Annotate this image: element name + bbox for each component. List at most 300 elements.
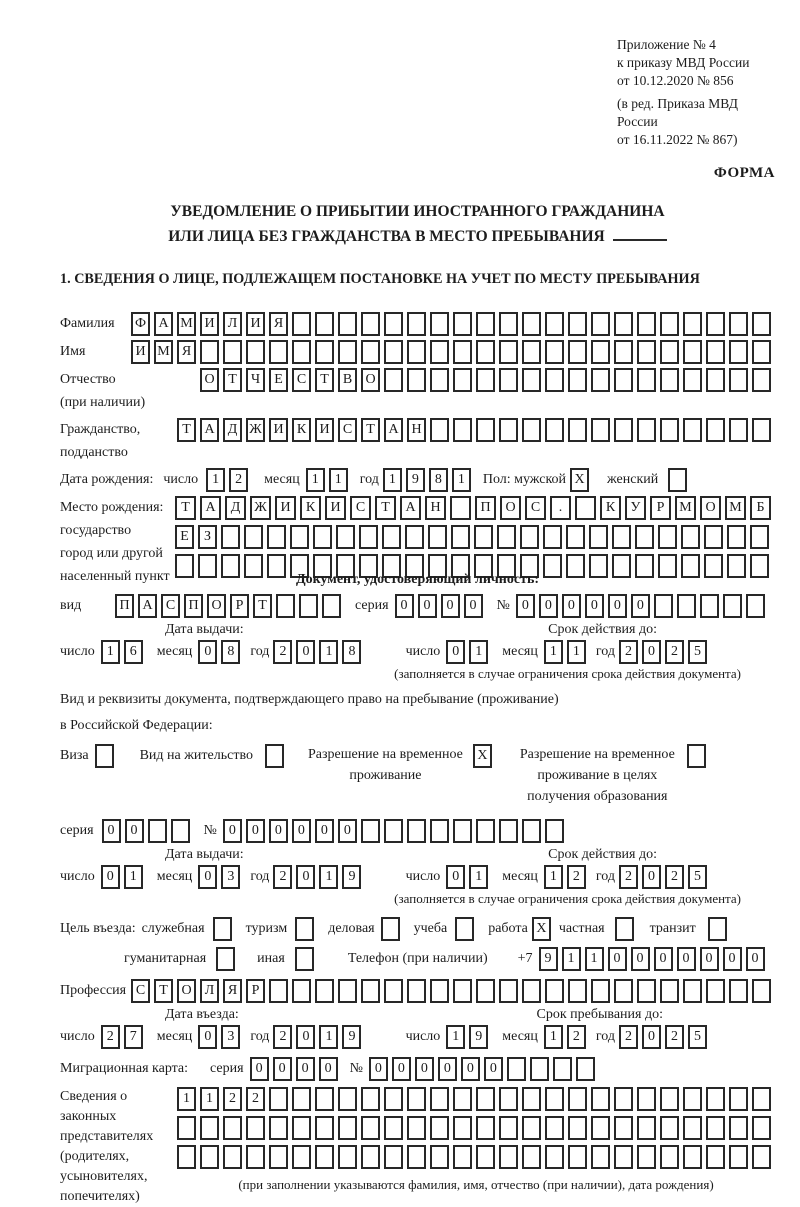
char-cell[interactable]: 1 bbox=[544, 1025, 563, 1049]
char-cell[interactable] bbox=[568, 979, 587, 1003]
char-cell[interactable] bbox=[499, 1116, 518, 1140]
char-cell[interactable] bbox=[453, 1145, 472, 1169]
char-cell[interactable] bbox=[361, 1087, 380, 1111]
char-cell[interactable]: 0 bbox=[198, 1025, 217, 1049]
char-cell[interactable] bbox=[177, 1145, 196, 1169]
char-cell[interactable] bbox=[568, 1145, 587, 1169]
char-cell[interactable]: С bbox=[338, 418, 357, 442]
char-cell[interactable] bbox=[727, 525, 746, 549]
char-cell[interactable] bbox=[499, 418, 518, 442]
char-cell[interactable]: 0 bbox=[369, 1057, 388, 1081]
char-cell[interactable]: X bbox=[570, 468, 589, 492]
char-cell[interactable]: 0 bbox=[539, 594, 558, 618]
char-cell[interactable]: С bbox=[131, 979, 150, 1003]
char-cell[interactable] bbox=[660, 979, 679, 1003]
char-cell[interactable]: А bbox=[384, 418, 403, 442]
char-cell[interactable] bbox=[299, 594, 318, 618]
char-cell[interactable] bbox=[497, 525, 516, 549]
char-cell[interactable] bbox=[430, 979, 449, 1003]
char-cell[interactable] bbox=[591, 418, 610, 442]
char-cell[interactable] bbox=[313, 525, 332, 549]
char-cell[interactable] bbox=[522, 418, 541, 442]
char-cell[interactable] bbox=[430, 418, 449, 442]
char-cell[interactable]: 0 bbox=[418, 594, 437, 618]
char-cell[interactable] bbox=[589, 525, 608, 549]
char-cell[interactable]: 0 bbox=[438, 1057, 457, 1081]
char-cell[interactable] bbox=[637, 1087, 656, 1111]
char-cell[interactable]: 2 bbox=[273, 1025, 292, 1049]
char-cell[interactable] bbox=[668, 468, 687, 492]
char-cell[interactable] bbox=[450, 496, 471, 520]
char-cell[interactable]: Ф bbox=[131, 312, 150, 336]
char-cell[interactable] bbox=[246, 340, 265, 364]
char-cell[interactable] bbox=[338, 340, 357, 364]
char-cell[interactable] bbox=[612, 525, 631, 549]
char-cell[interactable]: 0 bbox=[273, 1057, 292, 1081]
char-cell[interactable] bbox=[499, 1087, 518, 1111]
char-cell[interactable]: П bbox=[115, 594, 134, 618]
char-cell[interactable] bbox=[384, 368, 403, 392]
char-cell[interactable] bbox=[246, 1145, 265, 1169]
char-cell[interactable] bbox=[706, 1116, 725, 1140]
char-cell[interactable] bbox=[522, 1087, 541, 1111]
char-cell[interactable] bbox=[474, 525, 493, 549]
char-cell[interactable] bbox=[683, 312, 702, 336]
char-cell[interactable] bbox=[407, 1116, 426, 1140]
char-cell[interactable]: 0 bbox=[446, 640, 465, 664]
char-cell[interactable] bbox=[476, 312, 495, 336]
char-cell[interactable] bbox=[361, 1116, 380, 1140]
char-cell[interactable] bbox=[568, 1087, 587, 1111]
char-cell[interactable] bbox=[683, 1145, 702, 1169]
char-cell[interactable]: 2 bbox=[665, 1025, 684, 1049]
char-cell[interactable]: 1 bbox=[124, 865, 143, 889]
char-cell[interactable] bbox=[322, 594, 341, 618]
char-cell[interactable] bbox=[430, 819, 449, 843]
char-cell[interactable] bbox=[615, 917, 634, 941]
char-cell[interactable]: 0 bbox=[415, 1057, 434, 1081]
char-cell[interactable] bbox=[706, 1087, 725, 1111]
char-cell[interactable] bbox=[455, 917, 474, 941]
char-cell[interactable]: М bbox=[177, 312, 196, 336]
char-cell[interactable] bbox=[660, 368, 679, 392]
char-cell[interactable] bbox=[476, 819, 495, 843]
char-cell[interactable] bbox=[752, 1116, 771, 1140]
char-cell[interactable]: 2 bbox=[619, 865, 638, 889]
char-cell[interactable] bbox=[543, 554, 562, 578]
char-cell[interactable]: 2 bbox=[273, 865, 292, 889]
char-cell[interactable] bbox=[216, 947, 235, 971]
char-cell[interactable] bbox=[591, 312, 610, 336]
char-cell[interactable] bbox=[545, 979, 564, 1003]
char-cell[interactable]: Т bbox=[154, 979, 173, 1003]
char-cell[interactable] bbox=[267, 525, 286, 549]
char-cell[interactable] bbox=[246, 1116, 265, 1140]
char-cell[interactable]: О bbox=[500, 496, 521, 520]
char-cell[interactable]: 0 bbox=[296, 865, 315, 889]
char-cell[interactable] bbox=[453, 979, 472, 1003]
char-cell[interactable] bbox=[148, 819, 167, 843]
char-cell[interactable]: 1 bbox=[567, 640, 586, 664]
char-cell[interactable]: 1 bbox=[177, 1087, 196, 1111]
char-cell[interactable] bbox=[453, 819, 472, 843]
char-cell[interactable]: К bbox=[600, 496, 621, 520]
char-cell[interactable] bbox=[407, 340, 426, 364]
char-cell[interactable] bbox=[568, 340, 587, 364]
char-cell[interactable] bbox=[476, 1116, 495, 1140]
char-cell[interactable] bbox=[407, 368, 426, 392]
char-cell[interactable]: 1 bbox=[206, 468, 225, 492]
char-cell[interactable] bbox=[729, 368, 748, 392]
char-cell[interactable] bbox=[591, 1116, 610, 1140]
char-cell[interactable] bbox=[752, 1145, 771, 1169]
char-cell[interactable] bbox=[430, 312, 449, 336]
char-cell[interactable] bbox=[637, 979, 656, 1003]
char-cell[interactable] bbox=[545, 312, 564, 336]
char-cell[interactable]: М bbox=[675, 496, 696, 520]
char-cell[interactable] bbox=[752, 979, 771, 1003]
char-cell[interactable] bbox=[382, 525, 401, 549]
char-cell[interactable] bbox=[407, 979, 426, 1003]
char-cell[interactable] bbox=[729, 1087, 748, 1111]
char-cell[interactable] bbox=[568, 418, 587, 442]
char-cell[interactable]: А bbox=[154, 312, 173, 336]
char-cell[interactable]: 0 bbox=[125, 819, 144, 843]
char-cell[interactable]: Т bbox=[253, 594, 272, 618]
char-cell[interactable] bbox=[706, 340, 725, 364]
char-cell[interactable] bbox=[269, 979, 288, 1003]
char-cell[interactable] bbox=[499, 340, 518, 364]
char-cell[interactable] bbox=[522, 819, 541, 843]
char-cell[interactable]: 0 bbox=[654, 947, 673, 971]
char-cell[interactable] bbox=[729, 312, 748, 336]
char-cell[interactable] bbox=[637, 1145, 656, 1169]
char-cell[interactable]: А bbox=[138, 594, 157, 618]
char-cell[interactable]: И bbox=[131, 340, 150, 364]
char-cell[interactable] bbox=[591, 340, 610, 364]
char-cell[interactable] bbox=[683, 340, 702, 364]
char-cell[interactable] bbox=[543, 525, 562, 549]
char-cell[interactable]: Т bbox=[375, 496, 396, 520]
char-cell[interactable]: Р bbox=[650, 496, 671, 520]
char-cell[interactable] bbox=[660, 1087, 679, 1111]
char-cell[interactable]: 8 bbox=[429, 468, 448, 492]
char-cell[interactable] bbox=[750, 554, 769, 578]
char-cell[interactable]: 0 bbox=[198, 640, 217, 664]
char-cell[interactable]: 2 bbox=[223, 1087, 242, 1111]
char-cell[interactable] bbox=[660, 418, 679, 442]
char-cell[interactable] bbox=[683, 979, 702, 1003]
char-cell[interactable] bbox=[499, 979, 518, 1003]
char-cell[interactable] bbox=[407, 312, 426, 336]
char-cell[interactable]: 0 bbox=[102, 819, 121, 843]
char-cell[interactable] bbox=[267, 554, 286, 578]
char-cell[interactable] bbox=[637, 312, 656, 336]
char-cell[interactable] bbox=[428, 525, 447, 549]
char-cell[interactable] bbox=[637, 418, 656, 442]
char-cell[interactable]: 0 bbox=[642, 640, 661, 664]
char-cell[interactable]: Л bbox=[223, 312, 242, 336]
char-cell[interactable] bbox=[614, 312, 633, 336]
char-cell[interactable]: 2 bbox=[101, 1025, 120, 1049]
char-cell[interactable] bbox=[522, 368, 541, 392]
char-cell[interactable]: 1 bbox=[469, 865, 488, 889]
char-cell[interactable]: 0 bbox=[250, 1057, 269, 1081]
char-cell[interactable] bbox=[177, 1116, 196, 1140]
char-cell[interactable] bbox=[338, 979, 357, 1003]
char-cell[interactable] bbox=[637, 368, 656, 392]
char-cell[interactable] bbox=[384, 1116, 403, 1140]
char-cell[interactable]: 1 bbox=[329, 468, 348, 492]
char-cell[interactable]: С bbox=[350, 496, 371, 520]
char-cell[interactable] bbox=[269, 1145, 288, 1169]
char-cell[interactable]: И bbox=[325, 496, 346, 520]
char-cell[interactable] bbox=[545, 340, 564, 364]
char-cell[interactable]: 0 bbox=[677, 947, 696, 971]
char-cell[interactable]: 0 bbox=[484, 1057, 503, 1081]
char-cell[interactable] bbox=[476, 1145, 495, 1169]
char-cell[interactable] bbox=[612, 554, 631, 578]
char-cell[interactable]: 0 bbox=[446, 865, 465, 889]
char-cell[interactable] bbox=[729, 340, 748, 364]
char-cell[interactable]: 1 bbox=[306, 468, 325, 492]
char-cell[interactable]: 2 bbox=[665, 640, 684, 664]
char-cell[interactable]: 2 bbox=[567, 865, 586, 889]
char-cell[interactable] bbox=[575, 496, 596, 520]
char-cell[interactable]: 0 bbox=[246, 819, 265, 843]
char-cell[interactable] bbox=[430, 1087, 449, 1111]
char-cell[interactable] bbox=[407, 1087, 426, 1111]
char-cell[interactable] bbox=[269, 1087, 288, 1111]
char-cell[interactable] bbox=[244, 525, 263, 549]
char-cell[interactable] bbox=[576, 1057, 595, 1081]
char-cell[interactable] bbox=[338, 1087, 357, 1111]
char-cell[interactable] bbox=[295, 947, 314, 971]
char-cell[interactable] bbox=[213, 917, 232, 941]
char-cell[interactable]: 0 bbox=[223, 819, 242, 843]
char-cell[interactable]: 9 bbox=[469, 1025, 488, 1049]
char-cell[interactable] bbox=[338, 312, 357, 336]
char-cell[interactable] bbox=[729, 1145, 748, 1169]
char-cell[interactable] bbox=[269, 340, 288, 364]
char-cell[interactable]: Д bbox=[225, 496, 246, 520]
char-cell[interactable]: 0 bbox=[101, 865, 120, 889]
char-cell[interactable] bbox=[566, 525, 585, 549]
char-cell[interactable]: Е bbox=[175, 525, 194, 549]
char-cell[interactable] bbox=[706, 1145, 725, 1169]
char-cell[interactable]: 0 bbox=[319, 1057, 338, 1081]
char-cell[interactable]: В bbox=[338, 368, 357, 392]
char-cell[interactable]: Е bbox=[269, 368, 288, 392]
char-cell[interactable] bbox=[545, 819, 564, 843]
char-cell[interactable]: С bbox=[161, 594, 180, 618]
char-cell[interactable] bbox=[315, 312, 334, 336]
char-cell[interactable] bbox=[384, 1145, 403, 1169]
char-cell[interactable]: Т bbox=[223, 368, 242, 392]
char-cell[interactable]: К bbox=[292, 418, 311, 442]
char-cell[interactable]: Я bbox=[269, 312, 288, 336]
char-cell[interactable] bbox=[729, 418, 748, 442]
char-cell[interactable] bbox=[507, 1057, 526, 1081]
char-cell[interactable] bbox=[476, 979, 495, 1003]
char-cell[interactable] bbox=[244, 554, 263, 578]
char-cell[interactable]: 1 bbox=[585, 947, 604, 971]
char-cell[interactable]: 8 bbox=[342, 640, 361, 664]
char-cell[interactable] bbox=[545, 1116, 564, 1140]
char-cell[interactable] bbox=[635, 525, 654, 549]
char-cell[interactable] bbox=[292, 340, 311, 364]
char-cell[interactable]: 0 bbox=[562, 594, 581, 618]
char-cell[interactable] bbox=[476, 418, 495, 442]
char-cell[interactable] bbox=[292, 1145, 311, 1169]
char-cell[interactable]: 0 bbox=[642, 1025, 661, 1049]
char-cell[interactable]: 2 bbox=[665, 865, 684, 889]
char-cell[interactable]: 0 bbox=[198, 865, 217, 889]
char-cell[interactable]: 9 bbox=[342, 865, 361, 889]
char-cell[interactable]: 0 bbox=[631, 594, 650, 618]
char-cell[interactable] bbox=[566, 554, 585, 578]
char-cell[interactable]: 3 bbox=[221, 1025, 240, 1049]
char-cell[interactable]: А bbox=[200, 496, 221, 520]
char-cell[interactable] bbox=[290, 525, 309, 549]
char-cell[interactable] bbox=[752, 418, 771, 442]
char-cell[interactable]: Я bbox=[223, 979, 242, 1003]
char-cell[interactable] bbox=[522, 340, 541, 364]
char-cell[interactable] bbox=[361, 1145, 380, 1169]
char-cell[interactable]: 1 bbox=[469, 640, 488, 664]
char-cell[interactable]: 8 bbox=[221, 640, 240, 664]
char-cell[interactable]: 0 bbox=[292, 819, 311, 843]
char-cell[interactable]: 0 bbox=[464, 594, 483, 618]
char-cell[interactable] bbox=[453, 1087, 472, 1111]
char-cell[interactable] bbox=[315, 1116, 334, 1140]
char-cell[interactable] bbox=[683, 368, 702, 392]
char-cell[interactable] bbox=[384, 340, 403, 364]
char-cell[interactable] bbox=[591, 1087, 610, 1111]
char-cell[interactable]: . bbox=[550, 496, 571, 520]
char-cell[interactable] bbox=[361, 819, 380, 843]
char-cell[interactable]: 6 bbox=[124, 640, 143, 664]
char-cell[interactable] bbox=[221, 554, 240, 578]
char-cell[interactable] bbox=[295, 917, 314, 941]
char-cell[interactable]: 5 bbox=[688, 865, 707, 889]
char-cell[interactable]: 0 bbox=[723, 947, 742, 971]
char-cell[interactable] bbox=[660, 1145, 679, 1169]
char-cell[interactable] bbox=[384, 979, 403, 1003]
char-cell[interactable] bbox=[315, 1145, 334, 1169]
char-cell[interactable] bbox=[660, 340, 679, 364]
char-cell[interactable]: 0 bbox=[631, 947, 650, 971]
char-cell[interactable] bbox=[683, 1087, 702, 1111]
char-cell[interactable]: 0 bbox=[585, 594, 604, 618]
char-cell[interactable] bbox=[381, 917, 400, 941]
char-cell[interactable] bbox=[614, 340, 633, 364]
char-cell[interactable]: И bbox=[269, 418, 288, 442]
char-cell[interactable] bbox=[522, 979, 541, 1003]
char-cell[interactable]: 0 bbox=[700, 947, 719, 971]
char-cell[interactable] bbox=[614, 368, 633, 392]
char-cell[interactable]: 0 bbox=[296, 1025, 315, 1049]
char-cell[interactable]: 2 bbox=[273, 640, 292, 664]
char-cell[interactable] bbox=[384, 819, 403, 843]
char-cell[interactable] bbox=[336, 525, 355, 549]
char-cell[interactable] bbox=[338, 1145, 357, 1169]
char-cell[interactable] bbox=[545, 418, 564, 442]
char-cell[interactable] bbox=[614, 979, 633, 1003]
char-cell[interactable] bbox=[545, 1145, 564, 1169]
char-cell[interactable]: 2 bbox=[246, 1087, 265, 1111]
char-cell[interactable]: П bbox=[184, 594, 203, 618]
char-cell[interactable] bbox=[704, 554, 723, 578]
char-cell[interactable]: 5 bbox=[688, 640, 707, 664]
char-cell[interactable] bbox=[752, 312, 771, 336]
char-cell[interactable] bbox=[430, 340, 449, 364]
char-cell[interactable]: 0 bbox=[269, 819, 288, 843]
char-cell[interactable] bbox=[499, 368, 518, 392]
char-cell[interactable] bbox=[752, 1087, 771, 1111]
char-cell[interactable] bbox=[727, 554, 746, 578]
char-cell[interactable] bbox=[453, 1116, 472, 1140]
char-cell[interactable]: О bbox=[207, 594, 226, 618]
char-cell[interactable] bbox=[706, 368, 725, 392]
char-cell[interactable]: 2 bbox=[567, 1025, 586, 1049]
char-cell[interactable] bbox=[706, 418, 725, 442]
char-cell[interactable] bbox=[522, 1116, 541, 1140]
char-cell[interactable] bbox=[614, 1087, 633, 1111]
char-cell[interactable] bbox=[681, 525, 700, 549]
char-cell[interactable] bbox=[660, 312, 679, 336]
char-cell[interactable] bbox=[453, 340, 472, 364]
char-cell[interactable] bbox=[614, 1116, 633, 1140]
char-cell[interactable]: П bbox=[475, 496, 496, 520]
char-cell[interactable] bbox=[700, 594, 719, 618]
char-cell[interactable] bbox=[677, 594, 696, 618]
char-cell[interactable]: X bbox=[473, 744, 492, 768]
char-cell[interactable]: Т bbox=[175, 496, 196, 520]
char-cell[interactable]: 1 bbox=[319, 640, 338, 664]
char-cell[interactable]: 0 bbox=[441, 594, 460, 618]
char-cell[interactable] bbox=[453, 368, 472, 392]
char-cell[interactable]: 3 bbox=[221, 865, 240, 889]
char-cell[interactable] bbox=[520, 525, 539, 549]
char-cell[interactable] bbox=[223, 1116, 242, 1140]
char-cell[interactable]: 0 bbox=[608, 947, 627, 971]
char-cell[interactable] bbox=[750, 525, 769, 549]
char-cell[interactable]: С bbox=[525, 496, 546, 520]
char-cell[interactable] bbox=[660, 1116, 679, 1140]
char-cell[interactable]: А bbox=[400, 496, 421, 520]
char-cell[interactable] bbox=[407, 1145, 426, 1169]
char-cell[interactable] bbox=[405, 525, 424, 549]
char-cell[interactable]: Р bbox=[246, 979, 265, 1003]
char-cell[interactable]: Т bbox=[177, 418, 196, 442]
char-cell[interactable] bbox=[591, 979, 610, 1003]
char-cell[interactable] bbox=[499, 819, 518, 843]
char-cell[interactable]: 1 bbox=[446, 1025, 465, 1049]
char-cell[interactable]: 0 bbox=[338, 819, 357, 843]
char-cell[interactable] bbox=[338, 1116, 357, 1140]
char-cell[interactable] bbox=[453, 312, 472, 336]
char-cell[interactable] bbox=[752, 368, 771, 392]
char-cell[interactable]: 1 bbox=[200, 1087, 219, 1111]
char-cell[interactable]: 1 bbox=[319, 1025, 338, 1049]
char-cell[interactable] bbox=[200, 1145, 219, 1169]
char-cell[interactable] bbox=[359, 525, 378, 549]
char-cell[interactable]: О bbox=[177, 979, 196, 1003]
char-cell[interactable] bbox=[591, 1145, 610, 1169]
char-cell[interactable] bbox=[568, 312, 587, 336]
char-cell[interactable]: С bbox=[292, 368, 311, 392]
